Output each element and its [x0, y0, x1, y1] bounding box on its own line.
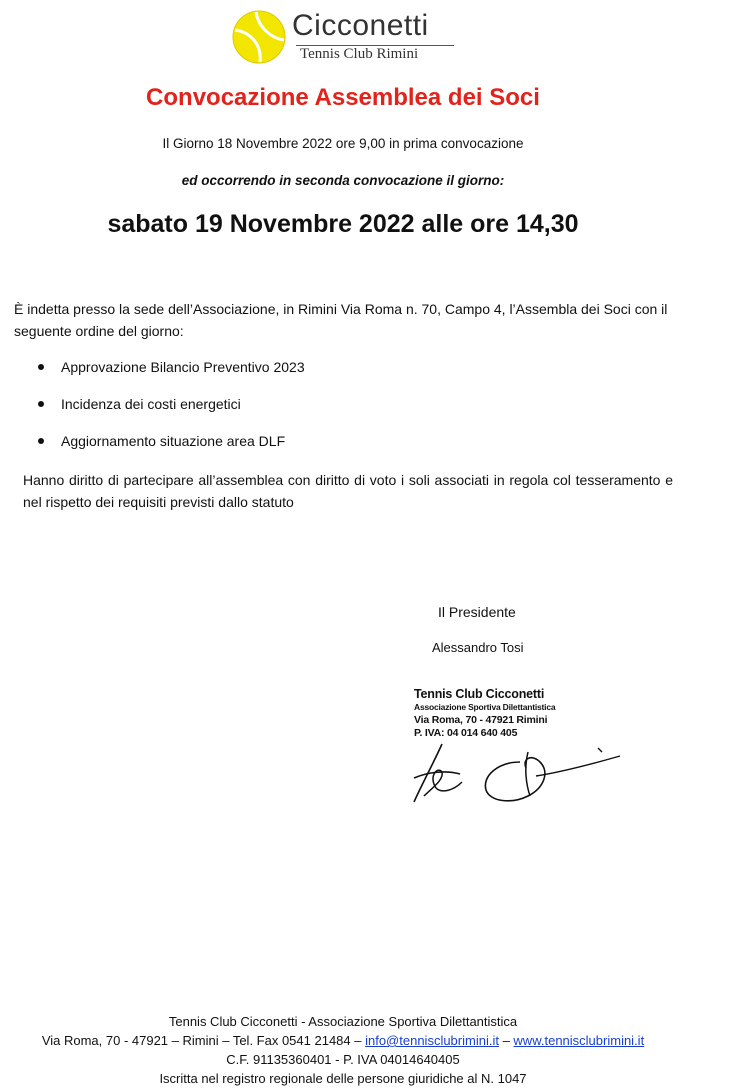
bullet-icon	[38, 401, 44, 407]
handwritten-signature	[402, 732, 632, 806]
president-role: Il Presidente	[438, 604, 516, 620]
agenda-item	[38, 433, 285, 449]
footer-club-line: Tennis Club Cicconetti - Associazione Sportiva Dilettantistica	[168, 1014, 518, 1029]
footer	[0, 1012, 686, 1088]
bullet-icon	[38, 438, 44, 444]
agenda-item-label: Approvazione Bilancio Preventivo 2023	[61, 359, 305, 375]
website-link[interactable]: www.tennisclubrimini.it	[513, 1033, 645, 1048]
agenda-item-label: Aggiornamento situazione area DLF	[61, 433, 286, 449]
logo-subtitle: Tennis Club Rimini	[300, 46, 419, 62]
president-name: Alessandro Tosi	[432, 640, 524, 655]
footer-contact-line	[0, 1031, 686, 1050]
agenda-item-label: Incidenza dei costi energetici	[61, 396, 241, 412]
document-title: Convocazione Assemblea dei Soci	[146, 84, 540, 111]
tennis-ball-logo-icon	[232, 10, 286, 64]
footer-separator: –	[498, 1033, 514, 1048]
stamp-line: Via Roma, 70 - 47921 Rimini	[414, 714, 548, 726]
email-link[interactable]: info@tennisclubrimini.it	[365, 1033, 499, 1048]
footer-registry-line: Iscritta nel registro regionale delle persone giuridiche al N. 1047	[159, 1071, 527, 1086]
second-call-text: ed occorrendo in seconda convocazione il giorno:	[181, 173, 505, 188]
stamp-line: Tennis Club Cicconetti	[414, 687, 545, 701]
stamp-line: P. IVA: 04 014 640 405	[414, 727, 518, 739]
logo-name: Cicconetti	[292, 9, 429, 42]
footer-address: Via Roma, 70 - 47921 – Rimini – Tel. Fax 0541 21484 –	[41, 1033, 366, 1048]
first-call-text: Il Giorno 18 Novembre 2022 ore 9,00 in prima convocazione	[162, 136, 524, 151]
meeting-date: sabato 19 Novembre 2022 alle ore 14,30	[107, 210, 579, 238]
agenda-item	[38, 396, 241, 412]
voting-rights-paragraph: Hanno diritto di partecipare all’assemblea con diritto di voto i soli associati in regola col tesseramento e nel rispetto dei requisiti previsti dallo statuto	[23, 472, 673, 510]
agenda-item	[38, 359, 305, 375]
intro-paragraph: È indetta presso la sede dell’Associazione, in Rimini Via Roma n. 70, Campo 4, l’Assembla dei Soci con il seguente ordine del giorno:	[14, 301, 668, 339]
footer-tax-line: C.F. 91135360401 - P. IVA 04014640405	[226, 1052, 460, 1067]
stamp-line: Associazione Sportiva Dilettantistica	[414, 702, 556, 712]
bullet-icon	[38, 364, 44, 370]
